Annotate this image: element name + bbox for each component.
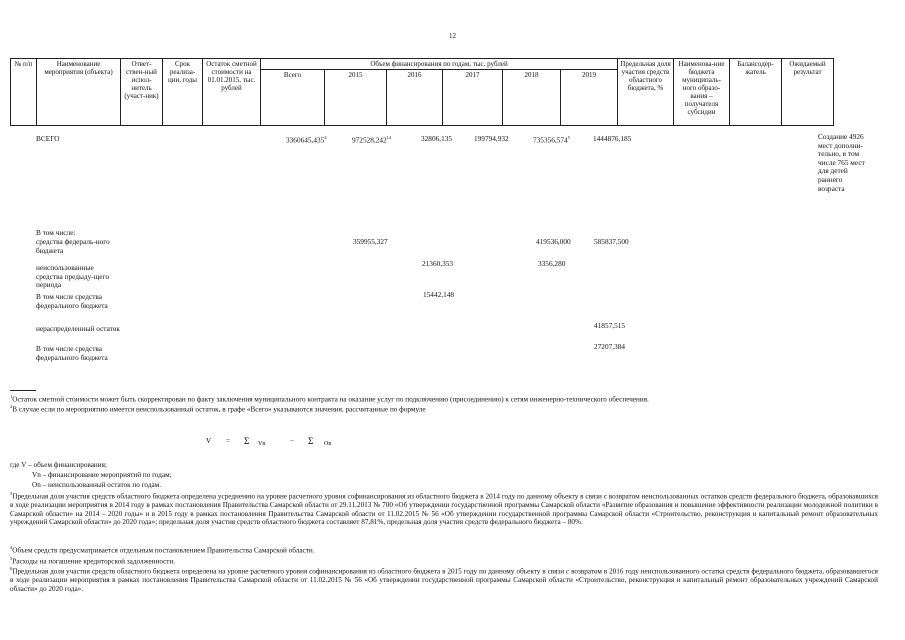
federal-funds-label: средства федераль-ного бюджета — [36, 237, 110, 255]
col-holder-header: Балансодер-жатель — [730, 59, 782, 126]
total-label: ВСЕГО — [36, 134, 60, 143]
total-2019: 1444876,185 — [593, 134, 632, 143]
unused-funds-label: неиспользованные средства предыду-щего периода — [36, 263, 110, 290]
formula-eq: = — [226, 437, 230, 445]
col-budget-name-header: Наименова-ние бюджета муниципаль-ного образо-вания – получателя субсидии — [674, 59, 730, 126]
footnote-on: On – неиспользованный остаток по годам. — [32, 481, 162, 489]
col-share-header: Предельная доля участия средств областного бюджета, % — [618, 59, 674, 126]
col-volume-header: Объем финансирования по годам, тыс. рублей — [261, 59, 618, 70]
formula-sigma: Σ — [244, 436, 250, 446]
unused-2016: 21360,353 — [422, 259, 454, 268]
table-body — [10, 132, 878, 375]
federal-2019: 585837,500 — [594, 237, 629, 246]
col-term-header: Срок реализа-ции, годы — [163, 59, 203, 126]
footnote-vn: Vn – финансирование мероприятий по годам; — [32, 471, 172, 479]
col-year-header: 2019 — [561, 70, 618, 126]
undistributed-2019: 41857,515 — [594, 321, 626, 330]
total-sum: 3360645,435$^2$ — [286, 135, 327, 145]
total-2018: 735356,574$^5$ — [533, 135, 570, 145]
col-year-header: 2015 — [325, 70, 387, 126]
footnote-separator — [10, 390, 36, 391]
col-year-header: 2017 — [443, 70, 503, 126]
included-label: В том числе: — [36, 228, 76, 237]
formula-vn: Vn — [258, 441, 266, 447]
page-number: 12 — [449, 32, 456, 40]
total-2017: 199794,932 — [474, 134, 509, 143]
col-result-header: Ожидаемый результат — [782, 59, 834, 126]
financing-table-header — [10, 58, 834, 126]
footnote-2: $^2$В случае если по мероприятию имеется неиспользованный остаток, в графе «Всего» указываются значения, рассчитанные по формуле — [10, 404, 426, 414]
col-responsible-header: Ответ-ствен-ный испол-нитель (участ-ник) — [121, 59, 163, 126]
footnote-1: $^1$Остаток сметной стоимости может быть скорректирован по факту заключения муниципального контракта на оказание услуг по подключению (присоединению) к сетям инженерно-технического обеспечения. — [10, 394, 649, 404]
footnote-6: $^6$Предельная доля участия средств областного бюджета определена на уровне расчетного уровня софинансирования из областного бюджета в 2015 году по данному объекту в связи с возвратом в 2016 году неиспользованного остатка средств федерального бюджета, образовавшегося в ходе реализации мероприятия в рамках постановления Правительства Самарской области от 11.02.2015 № 56 «Об утверждении государственной программы Самарской области «Строительство, реконструкция и капитальный ремонт образовательных учреждений Самарской области» до 2020 года». — [10, 566, 878, 593]
col-year-header: 2018 — [503, 70, 561, 126]
included-federal-label: В том числе средства федерального бюджета — [36, 292, 108, 310]
federal-2018: 419536,000 — [536, 237, 571, 246]
federal-2015: 359955,327 — [353, 237, 388, 246]
formula-minus: − — [290, 437, 294, 445]
col-balance-header: Остаток сметной стоимости на 01.01.2015, тыс. рублей — [203, 59, 261, 126]
footnote-5: $^5$Расходы на погашение кредиторской задолженности. — [10, 556, 176, 566]
col-total-header: Всего — [261, 70, 325, 126]
formula-on: On — [324, 441, 332, 447]
footnote-where: где V – объем финансирования; — [10, 461, 107, 469]
col-year-header: 2016 — [387, 70, 443, 126]
formula-v: V — [206, 437, 212, 445]
included-federal-2-label: В том числе средства федерального бюджета — [36, 344, 108, 362]
undistributed-label: нераспределенный остаток — [36, 324, 120, 333]
expected-result: Создание 4926 мест дополни-тельно, в том числе 765 мест для детей раннего возраста — [818, 132, 865, 193]
formula — [200, 425, 400, 455]
total-2016: 32806,135 — [421, 134, 453, 143]
col-name-header: Наименование мероприятия (объекта) — [37, 59, 121, 126]
included-federal-2-2019: 27207,384 — [594, 342, 626, 351]
footnote-3: $^3$Предельная доля участия средств областного бюджета определена усреднению на уровне расчетного уровня софинансирования из областного бюджета в 2014 году по данному объекту в связи с возвратом неиспользованных остатков средств федерального бюджета, образовавшихся в ходе реализации мероприятия в 2014 году в рамках постановления Правительства Самарской области от 29.11.2013 № 700 «Об утверждении государственной программы Самарской области «Развитие образования и повышение эффективности реализации молодежной политики в Самарской области» на 2014 – 2020 годы» и в 2015 году в рамках постановления Правительства Самарской области от 11.02.2015 № 56 «Об утверждении государственной программы Самарской области «Строительство, реконструкция и капитальный ремонт образовательных учреждений Самарской области» до 2020 года»; предельная доля участия средств областного бюджета составляет 87,81%, предельная доля участия средств федерального бюджета – 80%. — [10, 491, 878, 527]
unused-2018: 3356,280 — [538, 259, 566, 268]
footnote-4: $^4$Объем средств предусматривается отдельным постановлением Правительства Самарской области. — [10, 545, 315, 555]
total-2015: 972528,242$^{14}$ — [352, 135, 392, 145]
formula-sigma-2: Σ — [308, 436, 314, 446]
included-federal-2016: 15442,148 — [423, 290, 455, 299]
col-num-header: № п/п — [11, 59, 37, 126]
